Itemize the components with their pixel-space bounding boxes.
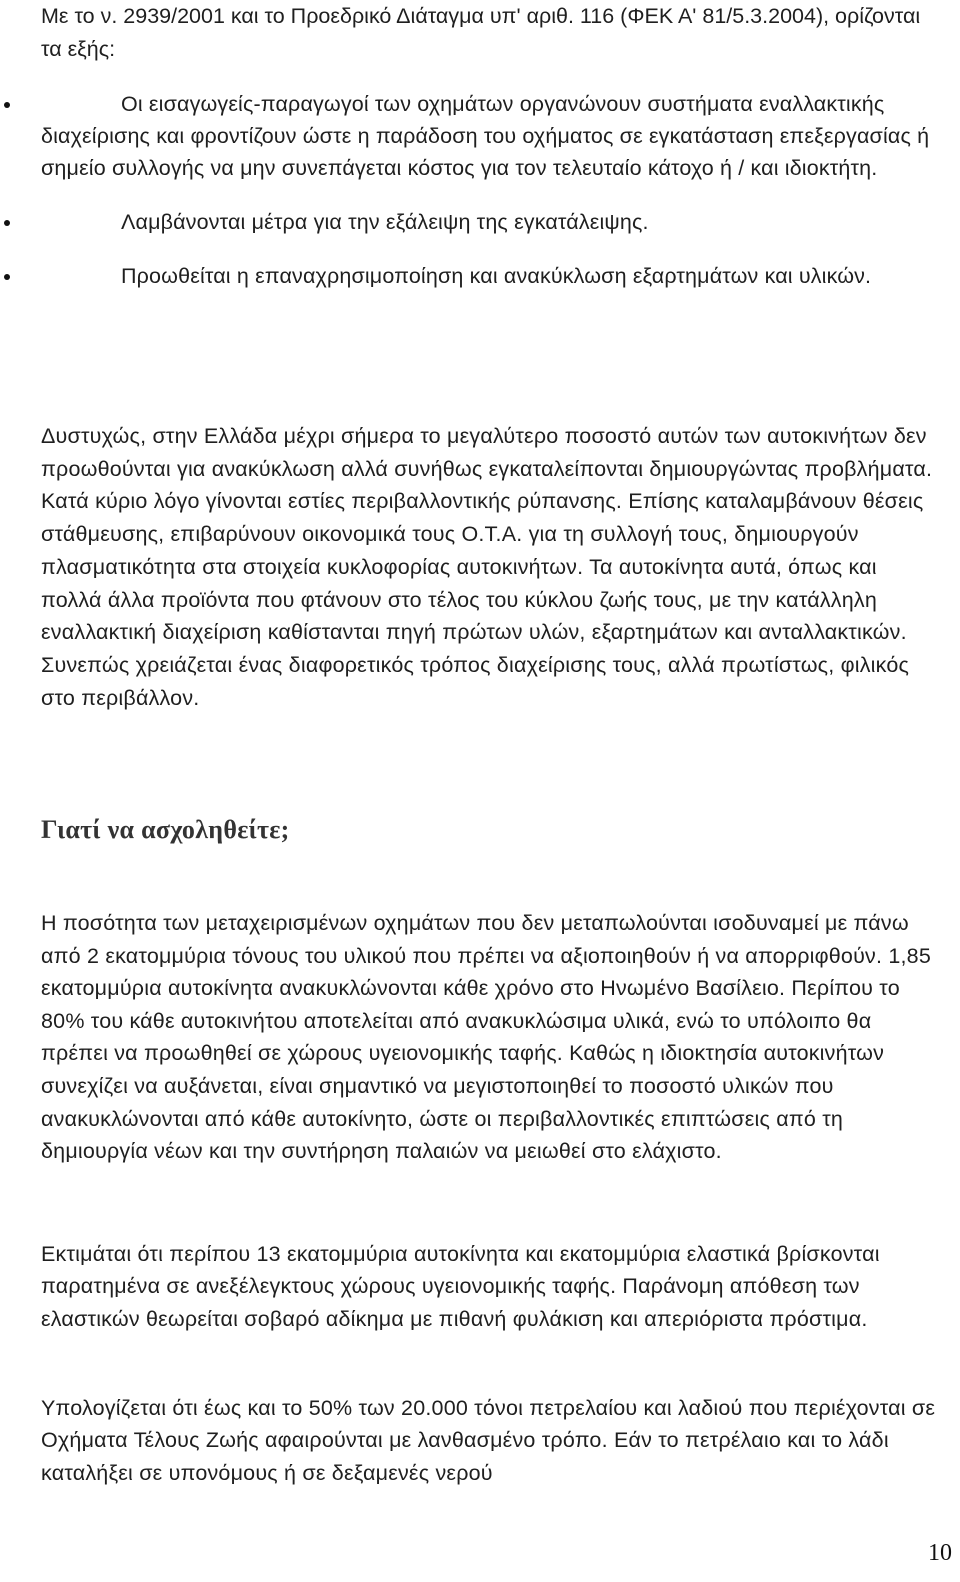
bullet-text: Λαμβάνονται μέτρα για την εξάλειψη της εγκατάλειψης. [121,210,649,234]
bullet-dot-icon [4,274,10,280]
bullet-item [41,206,936,238]
bullet-text: Οι εισαγωγείς-παραγωγοί των οχημάτων οργανώνουν συστήματα εναλλακτικής διαχείρισης και φροντίζουν ώστε η παράδοση του οχήματος σε εγκατάσταση επεξεργασίας ή σημείο συλλογής να μην συνεπάγεται κόστος για τον τελευταίο κάτοχο ή / και ιδιοκτήτη. [41,92,930,180]
page-number: 10 [928,1540,952,1566]
bullet-item [41,88,936,184]
paragraph-oil: Υπολογίζεται ότι έως και το 50% των 20.000 τόνοι πετρελαίου και λαδιού που περιέχονται σε Οχήματα Τέλους Ζωής αφαιρούνται με λανθασμένο τρόπο. Εάν το πετρέλαιο και το λάδι καταλήξει σε υπονόμους ή σε δεξαμενές νερού [41,1396,936,1485]
intro-paragraph: Με το ν. 2939/2001 και το Προεδρικό Διάταγμα υπ' αριθ. 116 (ΦΕΚ Α' 81/5.3.2004), ορίζονται τα εξής: [41,4,921,61]
section-heading: Γιατί να ασχοληθείτε; [41,815,290,844]
paragraph-abandoned-cars: Δυστυχώς, στην Ελλάδα μέχρι σήμερα το μεγαλύτερο ποσοστό αυτών των αυτοκινήτων δεν προωθούνται για ανακύκλωση αλλά συνήθως εγκαταλείπονται δημιουργώντας προβλήματα. Κατά κύριο λόγο γίνονται εστίες περιβαλλοντικής ρύπανσης. Επίσης καταλαμβάνουν θέσεις στάθμευσης, επιβαρύνουν οικονομικά τους Ο.Τ.Α. για τη συλλογή τους, δημιουργούν πλασματικότητα στα στοιχεία κυκλοφορίας αυτοκινήτων. Τα αυτοκίνητα αυτά, όπως και πολλά άλλα προϊόντα που φτάνουν στο τέλος του κύκλου ζωής τους, με την κατάλληλη εναλλακτική διαχείριση καθίστανται πηγή πρώτων υλών, εξαρτημάτων και ανταλλακτικών. Συνεπώς χρειάζεται ένας διαφορετικός τρόπος διαχείρισης τους, αλλά πρωτίστως, φιλικός στο περιβάλλον. [41,424,933,710]
bullet-dot-icon [4,220,10,226]
paragraph-tyres: Εκτιμάται ότι περίπου 13 εκατομμύρια αυτοκίνητα και εκατομμύρια ελαστικά βρίσκονται παρατημένα σε ανεξέλεγκτους χώρους υγειονομικής ταφής. Παράνομη απόθεση των ελαστικών θεωρείται σοβαρό αδίκημα με πιθανή φυλάκιση και απεριόριστα πρόστιμα. [41,1242,880,1331]
bullet-item [41,260,936,292]
bullet-text: Προωθείται η επαναχρησιμοποίηση και ανακύκλωση εξαρτημάτων και υλικών. [121,264,872,288]
bullet-list [41,88,936,314]
bullet-dot-icon [4,102,10,108]
paragraph-used-vehicles: Η ποσότητα των μεταχειρισμένων οχημάτων που δεν μεταπωλούνται ισοδυναμεί με πάνω από 2 εκατομμύρια τόνους του υλικού που πρέπει να αξιοποιηθούν ή να απορριφθούν. 1,85 εκατομμύρια αυτοκίνητα ανακυκλώνονται κάθε χρόνο στο Ηνωμένο Βασίλειο. Περίπου το 80% του κάθε αυτοκινήτου αποτελείται από ανακυκλώσιμα υλικά, ενώ το υπόλοιπο θα πρέπει να προωθηθεί σε χώρους υγειονομικής ταφής. Καθώς η ιδιοκτησία αυτοκινήτων συνεχίζει να αυξάνεται, είναι σημαντικό να μεγιστοποιηθεί το ποσοστό υλικών που ανακυκλώνονται από κάθε αυτοκίνητο, ώστε οι περιβαλλοντικές επιπτώσεις από τη δημιουργία νέων και την συντήρηση παλαιών να μειωθεί στο ελάχιστο. [41,911,931,1164]
